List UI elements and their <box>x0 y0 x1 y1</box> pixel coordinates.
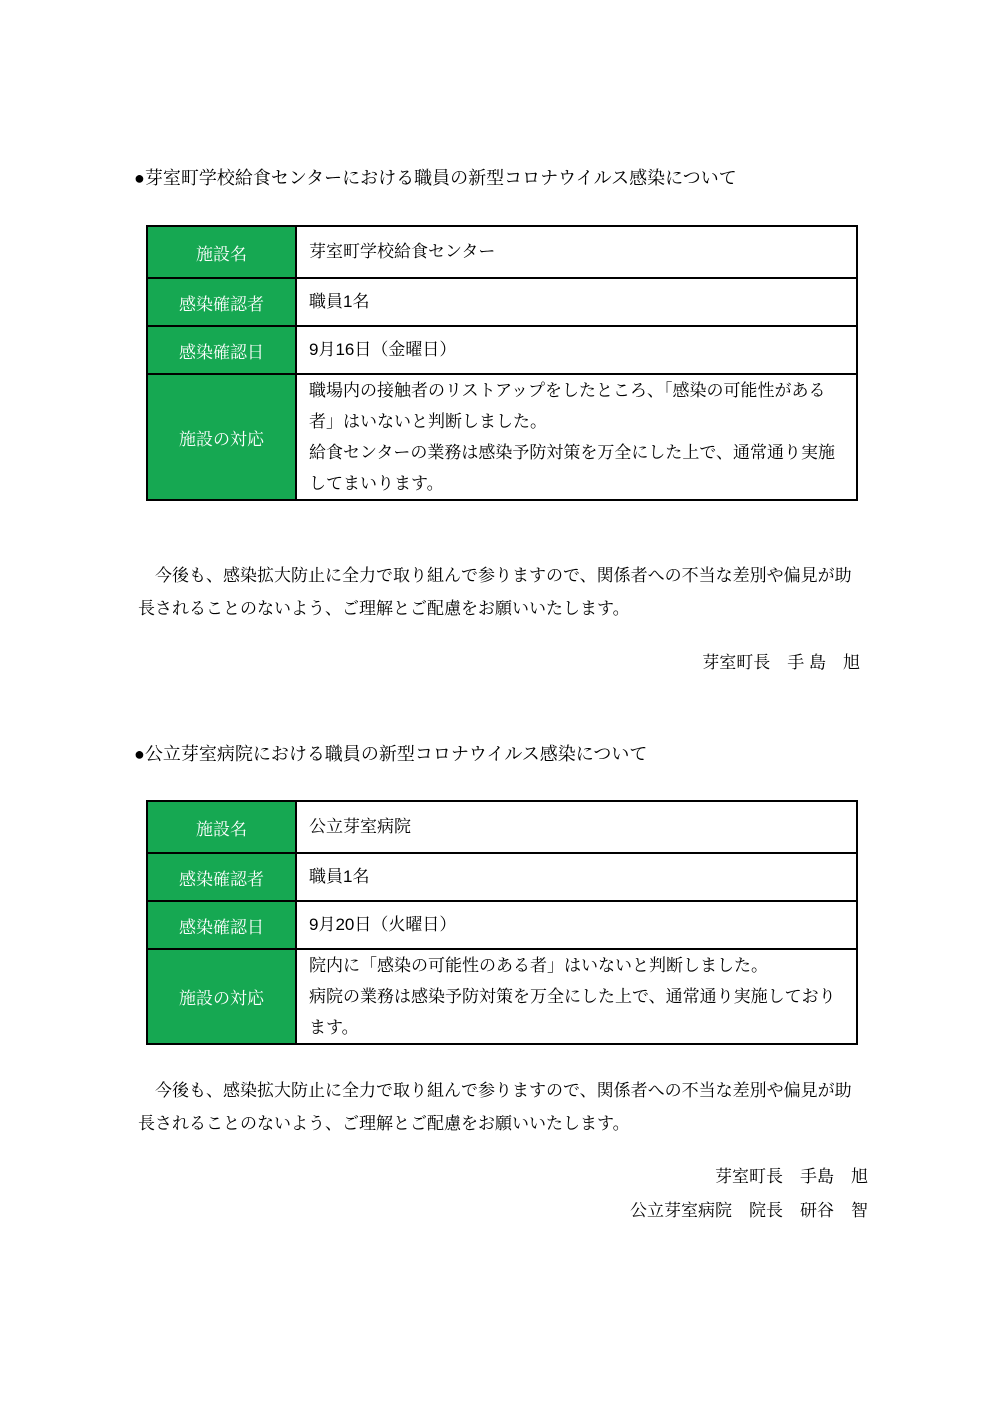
signature-line: 公立芽室病院 院長 研谷 智 <box>630 1201 868 1220</box>
table-row <box>147 374 857 500</box>
section2-signature <box>630 1160 868 1228</box>
row-value-line: ます。 <box>309 1018 359 1037</box>
paragraph-line: 今後も、感染拡大防止に全力で取り組んで参りますので、関係者への不当な差別や偏見が助 <box>155 566 852 585</box>
section1-signature <box>702 648 860 673</box>
paragraph-line: 長されることのないよう、ご理解とご配慮をお願いいたします。 <box>138 1114 630 1133</box>
row-value: 公立芽室病院 <box>296 801 857 853</box>
row-value-line: 給食センターの業務は感染予防対策を万全にした上で、通常通り実施 <box>309 443 835 462</box>
row-value: 9月20日（火曜日） <box>296 901 857 949</box>
row-label: 感染確認者 <box>147 278 296 326</box>
row-label: 施設名 <box>147 226 296 278</box>
row-value <box>296 374 857 500</box>
row-label: 感染確認日 <box>147 901 296 949</box>
row-value-line: 院内に「感染の可能性のある者」はいないと判断しました。 <box>309 956 768 975</box>
table-row <box>147 278 857 326</box>
paragraph-line: 今後も、感染拡大防止に全力で取り組んで参りますので、関係者への不当な差別や偏見が助 <box>155 1081 852 1100</box>
table-row <box>147 949 857 1044</box>
table-row <box>147 226 857 278</box>
signature-line: 芽室町長 手 島 旭 <box>702 653 860 672</box>
row-label: 感染確認者 <box>147 853 296 901</box>
table-row <box>147 801 857 853</box>
row-label: 施設の対応 <box>147 949 296 1044</box>
signature-line: 芽室町長 手島 旭 <box>715 1167 868 1186</box>
row-value-line: 者」はいないと判断しました。 <box>309 412 547 431</box>
paragraph-line: 長されることのないよう、ご理解とご配慮をお願いいたします。 <box>138 599 630 618</box>
row-label: 施設名 <box>147 801 296 853</box>
section2-paragraph <box>138 1074 898 1140</box>
section1-paragraph <box>138 559 898 625</box>
table-row <box>147 901 857 949</box>
table-row <box>147 853 857 901</box>
section1-heading: ●芽室町学校給食センターにおける職員の新型コロナウイルス感染について <box>134 168 737 188</box>
row-value: 9月16日（金曜日） <box>296 326 857 374</box>
table-row <box>147 326 857 374</box>
row-value-line: 職場内の接触者のリストアップをしたところ、「感染の可能性がある <box>309 381 826 400</box>
section1-info-table <box>146 225 858 501</box>
row-value: 職員1名 <box>296 278 857 326</box>
row-value-line: してまいります。 <box>309 474 444 493</box>
section2-heading: ●公立芽室病院における職員の新型コロナウイルス感染について <box>134 744 648 764</box>
row-label: 施設の対応 <box>147 374 296 500</box>
section2-info-table <box>146 800 858 1045</box>
row-value-line: 病院の業務は感染予防対策を万全にした上で、通常通り実施しており <box>309 987 836 1006</box>
row-label: 感染確認日 <box>147 326 296 374</box>
row-value <box>296 949 857 1044</box>
row-value: 職員1名 <box>296 853 857 901</box>
row-value: 芽室町学校給食センター <box>296 226 857 278</box>
